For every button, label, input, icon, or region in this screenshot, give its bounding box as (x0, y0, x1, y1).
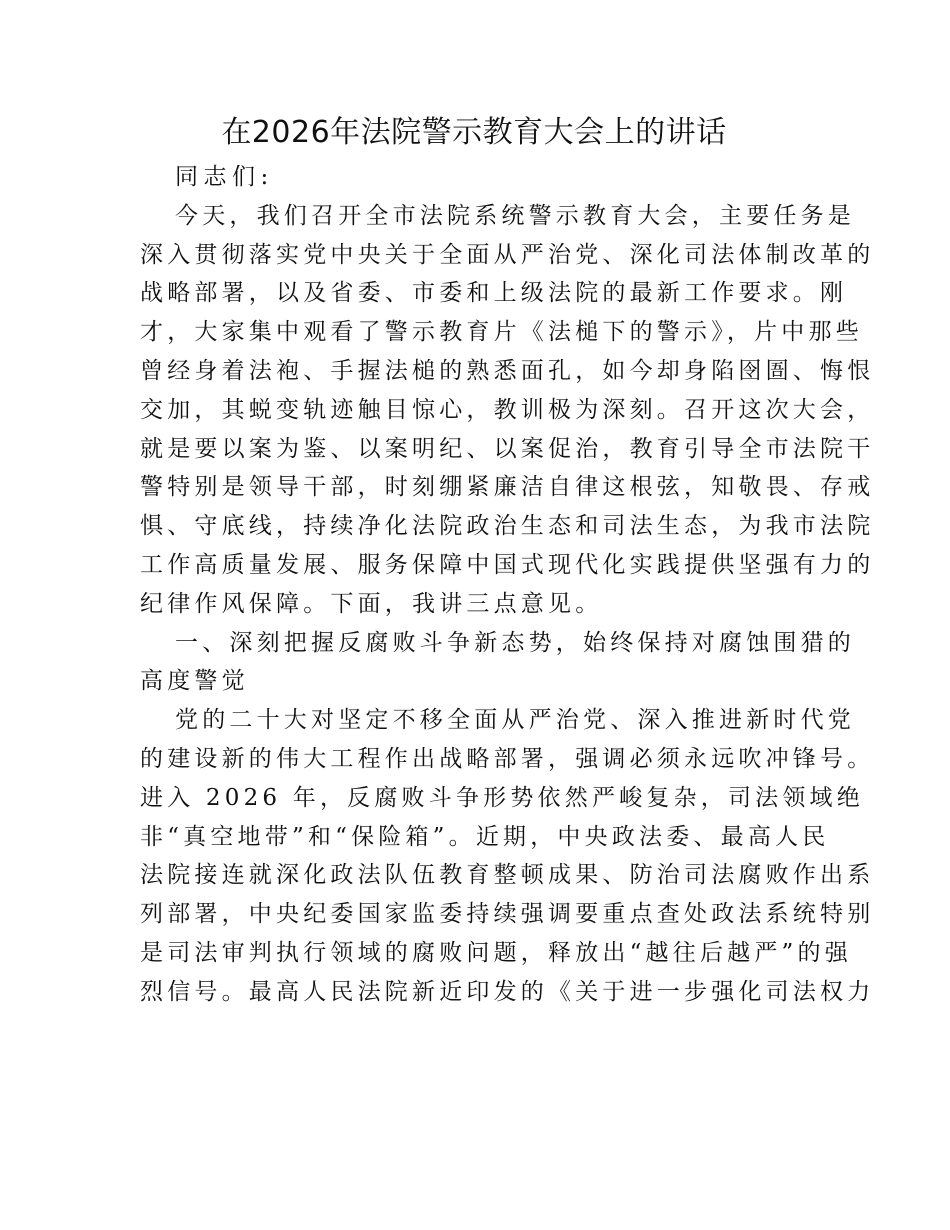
heading-line: 一、深刻把握反腐败斗争新态势，始终保持对腐蚀围猎的 (175, 629, 855, 656)
paragraph-section-1 (140, 701, 875, 1011)
text-line: 烈信号。最高人民法院新近印发的《关于进一步强化司法权力 (140, 978, 875, 1005)
text-line: 列部署，中央纪委国家监委持续强调要重点查处政法系统特别 (140, 901, 875, 928)
text-line: 的建设新的伟大工程作出战略部署，强调必须永远吹冲锋号。 (140, 745, 875, 772)
section-heading-1 (140, 624, 855, 702)
heading-line: 高度警觉 (140, 668, 249, 695)
text-line: 法院接连就深化政法队伍教育整顿成果、防治司法腐败作出系 (140, 862, 875, 889)
text-line: 深入贯彻落实党中央关于全面从严治党、深化司法体制改革的 (140, 241, 875, 268)
text-line: 警特别是领导干部，时刻绷紧廉洁自律这根弦，知敬畏、存戒 (140, 474, 875, 501)
text-line: 党的二十大对坚定不移全面从严治党、深入推进新时代党 (175, 707, 855, 734)
text-line: 交加，其蜕变轨迹触目惊心，教训极为深刻。召开这次大会， (140, 396, 875, 423)
text-line: 进入 2026 年，反腐败斗争形势依然严峻复杂，司法领域绝 (140, 784, 864, 811)
text-line: 就是要以案为鉴、以案明纪、以案促治，教育引导全市法院干 (140, 435, 875, 462)
text-line: 非“真空地带”和“保险箱”。近期，中央政法委、最高人民 (140, 823, 830, 850)
document-page (140, 108, 875, 1012)
text-line: 战略部署，以及省委、市委和上级法院的最新工作要求。刚 (140, 280, 848, 307)
salutation: 同志们: (175, 164, 274, 190)
paragraph-intro (140, 197, 875, 624)
text-line: 才，大家集中观看了警示教育片《法槌下的警示》，片中那些 (140, 319, 863, 346)
text-line: 纪律作风保障。下面，我讲三点意见。 (140, 590, 603, 617)
text-line: 工作高质量发展、服务保障中国式现代化实践提供坚强有力的 (140, 551, 875, 578)
text-line: 是司法审判执行领域的腐败问题，释放出“越往后越严”的强 (140, 939, 852, 966)
document-title: 在2026年法院警示教育大会上的讲话 (221, 115, 727, 150)
text-line: 今天，我们召开全市法院系统警示教育大会，主要任务是 (175, 202, 855, 229)
text-line: 惧、守底线，持续净化法院政治生态和司法生态，为我市法院 (140, 513, 875, 540)
text-line: 曾经身着法袍、手握法槌的熟悉面孔，如今却身陷囹圄、悔恨 (140, 357, 875, 384)
